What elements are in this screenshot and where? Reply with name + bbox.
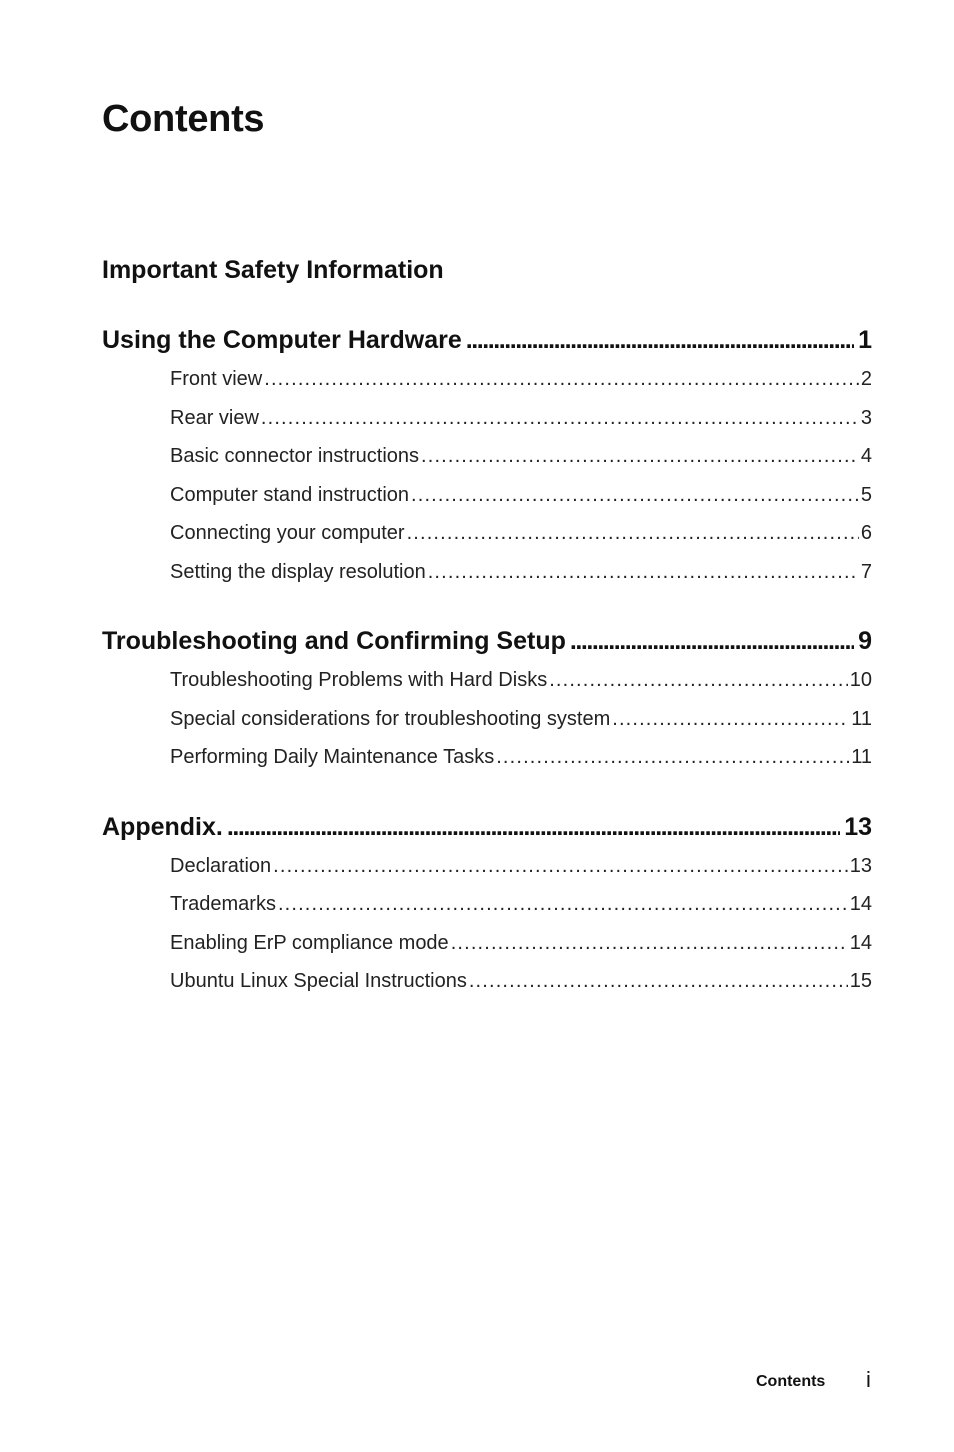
toc-entry-label: Enabling ErP compliance mode bbox=[170, 931, 449, 954]
toc-heading-label: Troubleshooting and Confirming Setup bbox=[102, 627, 566, 655]
dot-leader bbox=[451, 924, 848, 963]
toc-page-number: 4 bbox=[860, 445, 872, 467]
dot-leader bbox=[278, 885, 848, 924]
toc-page-number: 3 bbox=[860, 406, 872, 429]
toc-heading-label: Important Safety Information bbox=[102, 256, 444, 284]
toc-heading[interactable] bbox=[102, 320, 872, 360]
dot-leader bbox=[496, 738, 849, 777]
toc-page-number: 7 bbox=[860, 560, 872, 583]
dot-leader bbox=[549, 661, 848, 700]
toc-page-number: 13 bbox=[849, 854, 872, 877]
section-spacer bbox=[102, 591, 872, 621]
section-spacer bbox=[102, 777, 872, 807]
toc-page-number: 9 bbox=[858, 627, 872, 655]
toc-heading[interactable] bbox=[102, 807, 872, 847]
dot-leader bbox=[407, 514, 859, 553]
toc-entry[interactable] bbox=[170, 476, 872, 515]
toc-entry-label: Connecting your computer bbox=[170, 522, 405, 544]
dot-leader bbox=[411, 476, 859, 515]
toc-entry-label: Performing Daily Maintenance Tasks bbox=[170, 746, 495, 768]
toc-page-number: 5 bbox=[860, 483, 872, 506]
toc-heading-label: Appendix. bbox=[102, 812, 223, 841]
toc-heading[interactable] bbox=[102, 621, 872, 661]
toc-page-number: 2 bbox=[860, 368, 872, 390]
toc-page-number: 6 bbox=[860, 522, 872, 544]
toc-page-number: 13 bbox=[844, 812, 872, 841]
toc-entry-label: Special considerations for troubleshooting system bbox=[170, 707, 611, 730]
table-of-contents bbox=[102, 250, 872, 1001]
dot-leader bbox=[469, 962, 848, 1001]
toc-page-number: 11 bbox=[851, 746, 872, 768]
toc-entry[interactable] bbox=[170, 700, 872, 739]
dot-leader bbox=[428, 553, 859, 592]
toc-entry[interactable] bbox=[170, 962, 872, 1001]
toc-entry-label: Ubuntu Linux Special Instructions bbox=[170, 970, 467, 992]
toc-heading-label: Using the Computer Hardware bbox=[102, 326, 462, 354]
toc-entry[interactable] bbox=[170, 553, 872, 592]
toc-entry[interactable] bbox=[170, 847, 872, 886]
toc-entry-label: Front view bbox=[170, 368, 263, 390]
toc-entry-label: Trademarks bbox=[170, 893, 276, 915]
dot-leader bbox=[570, 621, 854, 661]
dot-leader bbox=[264, 360, 859, 399]
toc-entry[interactable] bbox=[170, 399, 872, 438]
toc-entry[interactable] bbox=[170, 437, 872, 476]
toc-entry[interactable] bbox=[170, 360, 872, 399]
dot-leader bbox=[612, 700, 849, 739]
toc-entry[interactable] bbox=[170, 924, 872, 963]
toc-entry-label: Computer stand instruction bbox=[170, 483, 410, 506]
page-title: Contents bbox=[102, 98, 265, 140]
toc-entry-label: Troubleshooting Problems with Hard Disks bbox=[170, 669, 548, 691]
toc-entry[interactable] bbox=[170, 514, 872, 553]
toc-entry[interactable] bbox=[170, 738, 872, 777]
toc-heading-safety[interactable] bbox=[102, 250, 872, 290]
toc-page-number: 11 bbox=[851, 707, 872, 730]
dot-leader bbox=[227, 807, 840, 847]
toc-page-number: 10 bbox=[849, 669, 872, 691]
footer-section-label: Contents bbox=[756, 1373, 826, 1390]
toc-entry-label: Rear view bbox=[170, 406, 259, 429]
toc-entry-label: Basic connector instructions bbox=[170, 445, 420, 467]
footer-page-number: i bbox=[866, 1367, 871, 1392]
toc-entry[interactable] bbox=[170, 661, 872, 700]
toc-page-number: 14 bbox=[849, 931, 872, 954]
toc-entry-label: Setting the display resolution bbox=[170, 560, 426, 583]
toc-entry[interactable] bbox=[170, 885, 872, 924]
toc-entry-label: Declaration bbox=[170, 854, 272, 877]
dot-leader bbox=[273, 847, 848, 886]
dot-leader bbox=[261, 399, 859, 438]
toc-page-number: 15 bbox=[849, 970, 872, 992]
toc-page-number: 1 bbox=[858, 326, 872, 354]
toc-page-number: 14 bbox=[849, 893, 872, 915]
dot-leader bbox=[421, 437, 859, 476]
dot-leader bbox=[466, 320, 854, 360]
